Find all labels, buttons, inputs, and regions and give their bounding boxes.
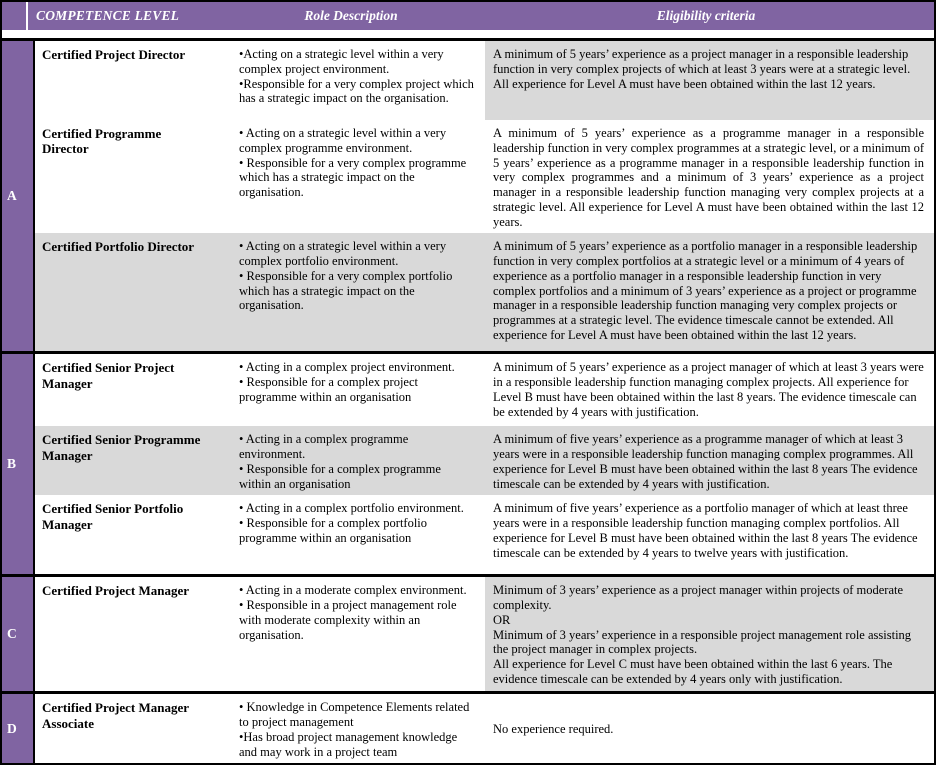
table-row	[35, 694, 934, 763]
certification-title: Certified Senior Project Manager	[35, 354, 231, 426]
level-group-rows	[35, 41, 934, 351]
table-row	[35, 577, 934, 691]
role-description-cell	[231, 354, 485, 426]
role-description-cell	[231, 694, 485, 763]
eligibility-criteria-cell	[485, 354, 934, 426]
role-description-cell	[231, 495, 485, 574]
certification-title: Certified Senior Programme Manager	[35, 426, 231, 495]
level-group-C	[2, 574, 934, 691]
role-bullet: • Acting in a complex portfolio environment.	[239, 501, 464, 516]
level-group-D	[2, 691, 934, 763]
role-bullet: • Acting on a strategic level within a very complex portfolio environment.	[239, 239, 447, 268]
level-group-rows	[35, 354, 934, 574]
table-body	[2, 38, 934, 763]
eligibility-paragraph: A minimum of five years’ experience as a programme manager of which at least 3 years were in a responsible leadership function managing complex programmes. All experience for Level B must have been obtained within the last 8 years The evidence timescale can be extended by 4 years with justification.	[493, 432, 918, 491]
eligibility-criteria-cell	[485, 694, 934, 763]
eligibility-paragraph: OR	[493, 612, 511, 627]
table-header-row	[2, 2, 934, 30]
role-description-cell	[231, 426, 485, 495]
header-level-spacer	[2, 2, 28, 30]
level-letter-A: A	[2, 41, 35, 351]
eligibility-paragraph: A minimum of 5 years’ experience as a programme manager in a responsible leadership function in very complex programmes at a strategic level, or a minimum of 5 years’ experience as a programme manager in a responsible leadership function in very complex programmes and a minimum of 3 years’ experience as a project manager in a responsible leadership function managing very complex projects at a strategic level. All experience for Level A must have been obtained within the last 12 years.	[493, 126, 924, 229]
certification-title: Certified Project Manager	[35, 577, 231, 691]
role-bullet: • Knowledge in Competence Elements related to project management	[239, 700, 470, 729]
table-row	[35, 354, 934, 426]
level-group-rows	[35, 694, 934, 763]
role-bullet: • Responsible for a complex portfolio programme within an organisation	[239, 516, 428, 545]
table-row	[35, 120, 934, 233]
level-group-rows	[35, 577, 934, 691]
eligibility-criteria-cell	[485, 495, 934, 574]
table-row	[35, 495, 934, 574]
table-row	[35, 233, 934, 351]
certification-title: Certified Project Director	[35, 41, 231, 120]
eligibility-paragraph: A minimum of 5 years’ experience as a project manager of which at least 3 years were in a responsible leadership function managing complex projects. All experience for Level B must have been obtained within the last 8 years. The evidence timescale can be extended by 4 years with justification.	[493, 360, 924, 419]
role-bullet: •Responsible for a very complex project which has a strategic impact on the organisation.	[239, 76, 474, 106]
eligibility-paragraph: All experience for Level C must have been obtained within the last 6 years. The evidence timescale can be extended by 4 years only with justification.	[493, 657, 893, 686]
eligibility-paragraph: A minimum of five years’ experience as a portfolio manager of which at least three years were in a responsible leadership function managing complex portfolios. All experience for Level B must have been obtained within the last 8 years The evidence timescale can be extended by 4 years to twelve years with justification.	[493, 501, 918, 560]
role-bullet: • Responsible for a very complex programme which has a strategic impact on the organisation.	[239, 155, 467, 199]
certification-title: Certified Programme Director	[35, 120, 231, 233]
eligibility-criteria-cell	[485, 120, 934, 233]
role-bullet: • Acting in a complex programme environment.	[239, 432, 409, 461]
level-letter-B: B	[2, 354, 35, 574]
level-group-A	[2, 41, 934, 351]
certification-title: Certified Portfolio Director	[35, 233, 231, 351]
role-description-cell	[231, 233, 485, 351]
role-bullet: • Acting in a moderate complex environment.	[239, 583, 467, 598]
role-bullet: • Responsible for a very complex portfolio which has a strategic impact on the organisation.	[239, 268, 453, 313]
table-row	[35, 41, 934, 120]
role-bullet: • Responsible for a complex project programme within an organisation	[239, 375, 418, 404]
role-bullet: • Responsible for a complex programme within an organisation	[239, 461, 441, 491]
eligibility-paragraph: Minimum of 3 years’ experience in a responsible project management role assisting the project manager in complex projects.	[493, 627, 912, 657]
level-letter-C: C	[2, 577, 35, 691]
role-description-cell	[231, 120, 485, 233]
eligibility-criteria-cell	[485, 426, 934, 495]
table-row	[35, 426, 934, 495]
role-bullet: •Has broad project management knowledge and may work in a project team	[239, 729, 458, 759]
eligibility-criteria-cell	[485, 41, 934, 120]
level-letter-D: D	[2, 694, 35, 763]
level-group-B	[2, 351, 934, 574]
role-description-cell	[231, 41, 485, 120]
role-bullet: • Responsible in a project management role with moderate complexity within an organisation.	[239, 598, 457, 642]
role-bullet: • Acting in a complex project environment.	[239, 360, 455, 375]
eligibility-paragraph: A minimum of 5 years’ experience as a portfolio manager in a responsible leadership function in very complex portfolios at a strategic level or a minimum of 4 years of experience as a portfolio manager in a responsible leadership function in very complex portfolios and a minimum of 3 years’ experience as a project or programme manager in a responsible leadership function managing very complex projects or programmes at a strategic level. The evidence timescale cannot be extended. All experience for Level A must have been obtained within the last 12 years.	[493, 239, 918, 342]
role-bullet: • Acting on a strategic level within a very complex programme environment.	[239, 126, 447, 155]
header-eligibility-criteria: Eligibility criteria	[656, 8, 756, 23]
certification-title: Certified Project Manager Associate	[35, 694, 231, 763]
header-gap	[2, 30, 934, 38]
eligibility-paragraph: No experience required.	[493, 722, 614, 737]
eligibility-criteria-cell	[485, 577, 934, 691]
header-role-description: Role Description	[304, 8, 398, 23]
role-bullet: •Acting on a strategic level within a very complex project environment.	[239, 47, 444, 76]
role-description-cell	[231, 577, 485, 691]
eligibility-paragraph: Minimum of 3 years’ experience as a project manager within projects of moderate complexity.	[493, 583, 904, 612]
header-competence-level: COMPETENCE LEVEL	[36, 8, 180, 23]
eligibility-criteria-cell	[485, 233, 934, 351]
certification-title: Certified Senior Portfolio Manager	[35, 495, 231, 574]
eligibility-paragraph: A minimum of 5 years’ experience as a project manager in a responsible leadership function in very complex projects of which at least 3 years were at a strategic level. All experience for Level A must have been obtained within the last 12 years.	[493, 47, 911, 91]
